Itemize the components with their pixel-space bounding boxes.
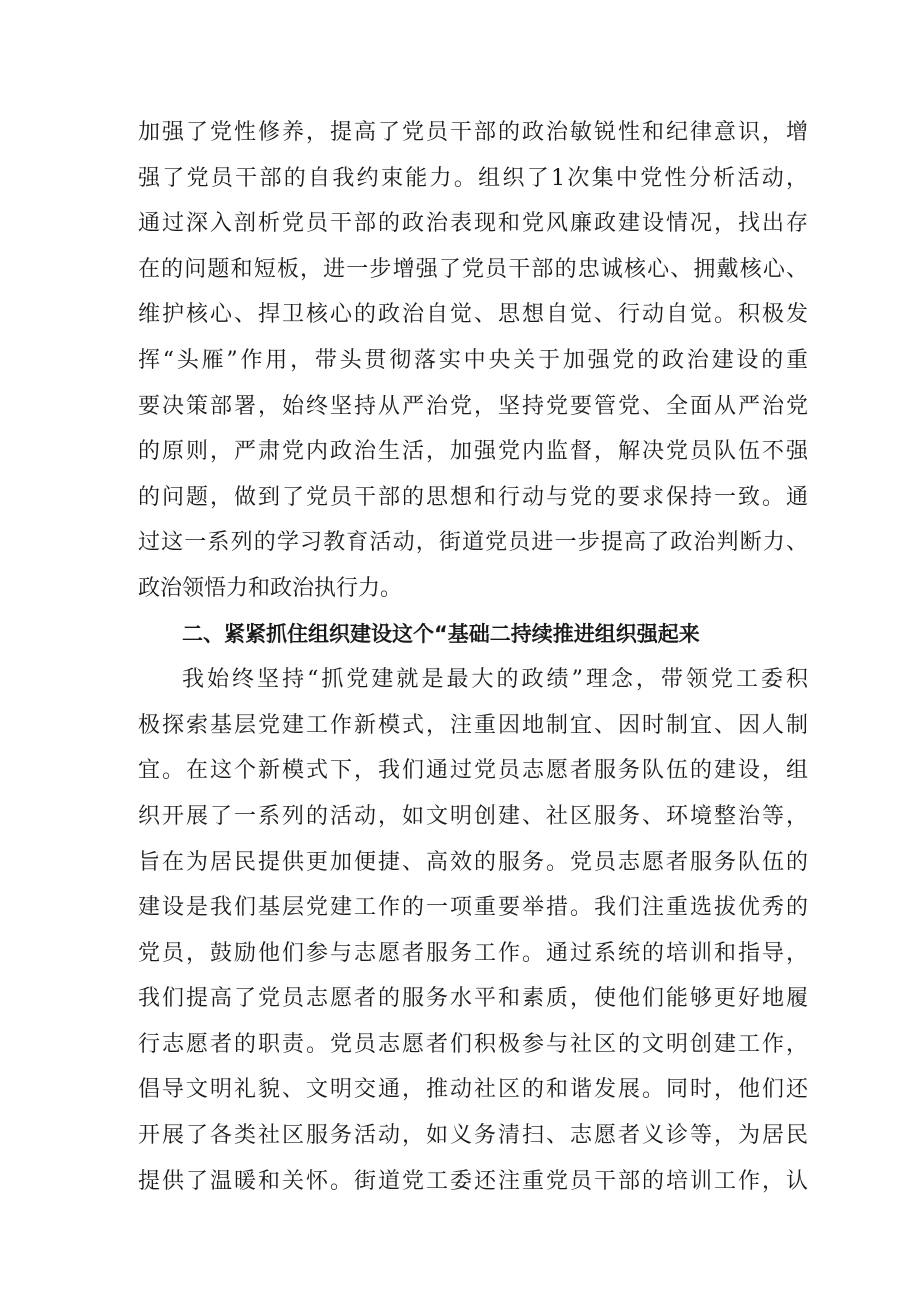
paragraph-line: 提供了温暖和关怀。街道党工委还注重党员干部的培训工作，认: [138, 1168, 808, 1194]
paragraph-line: 建设是我们基层党建工作的一项重要举措。我们注重选拔优秀的: [138, 895, 808, 921]
paragraph-line: 过这一系列的学习教育活动，街道党员进一步提高了政治判断力、: [138, 530, 808, 556]
paragraph-line: 行志愿者的职责。党员志愿者们积极参与社区的文明创建工作，: [138, 1031, 808, 1057]
paragraph-line: 宜。在这个新模式下，我们通过党员志愿者服务队伍的建设，组: [138, 758, 808, 784]
paragraph-organization: [138, 657, 808, 1204]
paragraph-line: 加强了党性修养，提高了党员干部的政治敏锐性和纪律意识，增: [138, 120, 808, 145]
paragraph-line: 倡导文明礼貌、文明交通，推动社区的和谐发展。同时，他们还: [138, 1077, 808, 1103]
section-heading: 二、紧紧抓住组织建设这个“基础二持续推进组织强起来: [182, 621, 700, 646]
paragraph-line: 的问题，做到了党员干部的思想和行动与党的要求保持一致。通: [138, 484, 808, 510]
paragraph-line: 我始终坚持“抓党建就是最大的政绩”理念，带领党工委积: [182, 667, 808, 693]
paragraph-line: 通过深入剖析党员干部的政治表现和党风廉政建设情况，找出存: [138, 211, 808, 237]
paragraph-line: 我们提高了党员志愿者的服务水平和素质，使他们能够更好地履: [138, 986, 808, 1012]
paragraph-line: 的原则，严肃党内政治生活，加强党内监督，解决党员队伍不强: [138, 439, 808, 465]
paragraph-line: 织开展了一系列的活动，如文明创建、社区服务、环境整治等，: [138, 803, 808, 829]
document-body: [138, 110, 808, 1204]
paragraph-party-spirit: [138, 110, 808, 612]
paragraph-line: 政治领悟力和政治执行力。: [138, 575, 403, 601]
paragraph-line: 旨在为居民提供更加便捷、高效的服务。党员志愿者服务队伍的: [138, 849, 808, 875]
paragraph-line: 开展了各类社区服务活动，如义务清扫、志愿者义诊等，为居民: [138, 1123, 808, 1149]
paragraph-line: 维护核心、捍卫核心的政治自觉、思想自觉、行动自觉。积极发: [138, 302, 808, 328]
paragraph-line: 极探索基层党建工作新模式，注重因地制宜、因时制宜、因人制: [138, 712, 808, 738]
paragraph-line: 党员，鼓励他们参与志愿者服务工作。通过系统的培训和指导，: [138, 940, 808, 966]
paragraph-line: 要决策部署，始终坚持从严治党，坚持党要管党、全面从严治党: [138, 393, 808, 419]
paragraph-line: 在的问题和短板，进一步增强了党员干部的忠诚核心、拥戴核心、: [138, 256, 808, 282]
paragraph-line: 挥“头雁”作用，带头贯彻落实中央关于加强党的政治建设的重: [138, 347, 808, 373]
paragraph-line: 强了党员干部的自我约束能力。组织了1次集中党性分析活动，: [138, 165, 808, 191]
